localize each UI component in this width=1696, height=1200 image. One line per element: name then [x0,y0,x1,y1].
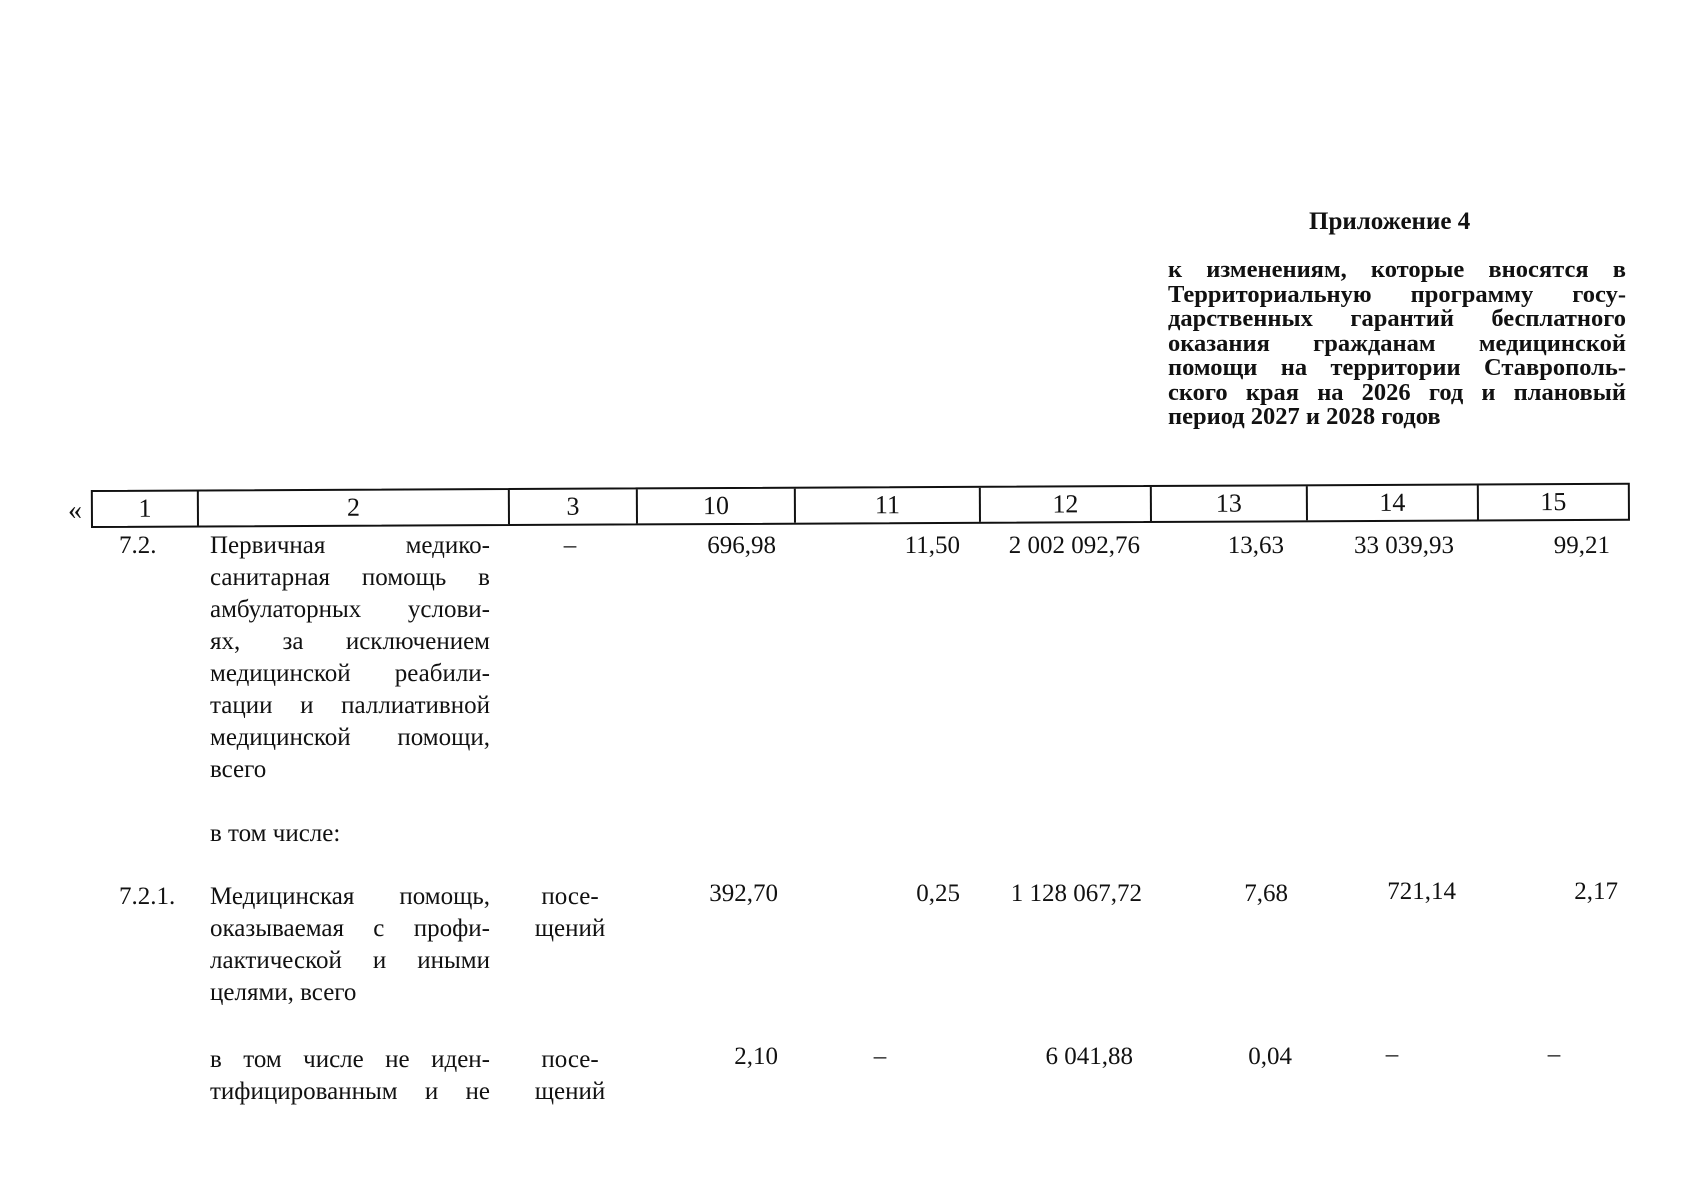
row-unit [520,1044,620,1108]
column-number: 14 [1306,485,1477,520]
row-unit-line: посе- [541,883,599,910]
row-name-line: санитарная помощь в [210,564,490,591]
row-name [210,530,490,786]
cell-col15: 2,17 [1574,878,1618,905]
cell-col10: 392,70 [709,880,778,907]
appendix-description-line: помощи на территории Ставрополь- [1168,354,1626,381]
column-number: 15 [1477,485,1628,520]
cell-col14: – [1385,1041,1399,1068]
appendix-description-line: к изменениям, которые вносятся в [1168,256,1626,283]
cell-col11: – [873,1043,887,1070]
cell-col15: – [1547,1041,1561,1068]
cell-col13: 13,63 [1227,532,1284,559]
row-name: в том числе: [210,820,341,847]
cell-col10: 696,98 [707,532,776,559]
column-number: 3 [508,489,636,524]
column-number: 13 [1150,486,1306,521]
row-name [210,1044,490,1108]
column-number: 1 [138,493,152,523]
row-unit-line: щений [534,915,606,942]
column-number: 11 [794,488,979,523]
column-number: 10 [636,489,794,524]
row-name-line: в том числе не иден- [210,1046,490,1073]
row-name-line: тифицированным и не [210,1078,490,1105]
cell-col13: 0,04 [1248,1043,1292,1070]
row-name-line: лактической и иными [210,947,490,974]
row-name-line: медицинской реабили- [210,660,490,687]
row-name-line: Медицинская помощь, [210,883,490,910]
row-code: 7.2. [119,532,157,559]
row-name-line: целями, всего [210,979,357,1006]
row-name-line: всего [210,756,267,783]
cell-col14: 721,14 [1387,878,1456,905]
opening-quote-mark: « [68,495,82,526]
row-unit-line: посе- [541,1046,599,1073]
cell-col12: 2 002 092,76 [1008,532,1140,559]
row-name [210,881,490,1009]
row-name-line: медицинской помощи, [210,724,490,751]
appendix-description [1168,258,1626,430]
column-number: 2 [197,490,508,525]
cell-col14: 33 039,93 [1354,532,1454,559]
row-unit [520,881,620,945]
appendix-description-line: период 2027 и 2028 годов [1168,403,1441,430]
cell-col10: 2,10 [734,1043,778,1070]
row-code: 7.2.1. [119,883,176,910]
cell-col12: 1 128 067,72 [1010,880,1142,907]
appendix-description-line: Территориальную программу госу- [1168,280,1626,308]
row-unit-line: щений [534,1078,606,1105]
row-name-line: оказываемая с профи- [210,915,490,942]
appendix-description-line: ского края на 2026 год и плановый [1168,378,1626,406]
table-column-number-row [91,483,1630,528]
cell-col11: 11,50 [904,532,960,559]
cell-col15: 99,21 [1553,532,1610,559]
cell-col12: 6 041,88 [1045,1043,1133,1070]
row-name-line: тации и паллиативной [210,692,490,719]
cell-col13: 7,68 [1244,880,1288,907]
appendix-description-line: оказания гражданам медицинской [1168,329,1626,357]
row-unit: – [563,532,577,559]
appendix-description-line: дарственных гарантий бесплатного [1168,305,1626,332]
cell-col11: 0,25 [916,880,960,907]
row-name-line: амбулаторных услови- [210,596,490,623]
appendix-title: Приложение 4 [1309,208,1471,235]
row-name-line: ях, за исключением [210,628,490,655]
column-number: 12 [979,487,1150,522]
row-name-line: Первичная медико- [210,532,490,559]
